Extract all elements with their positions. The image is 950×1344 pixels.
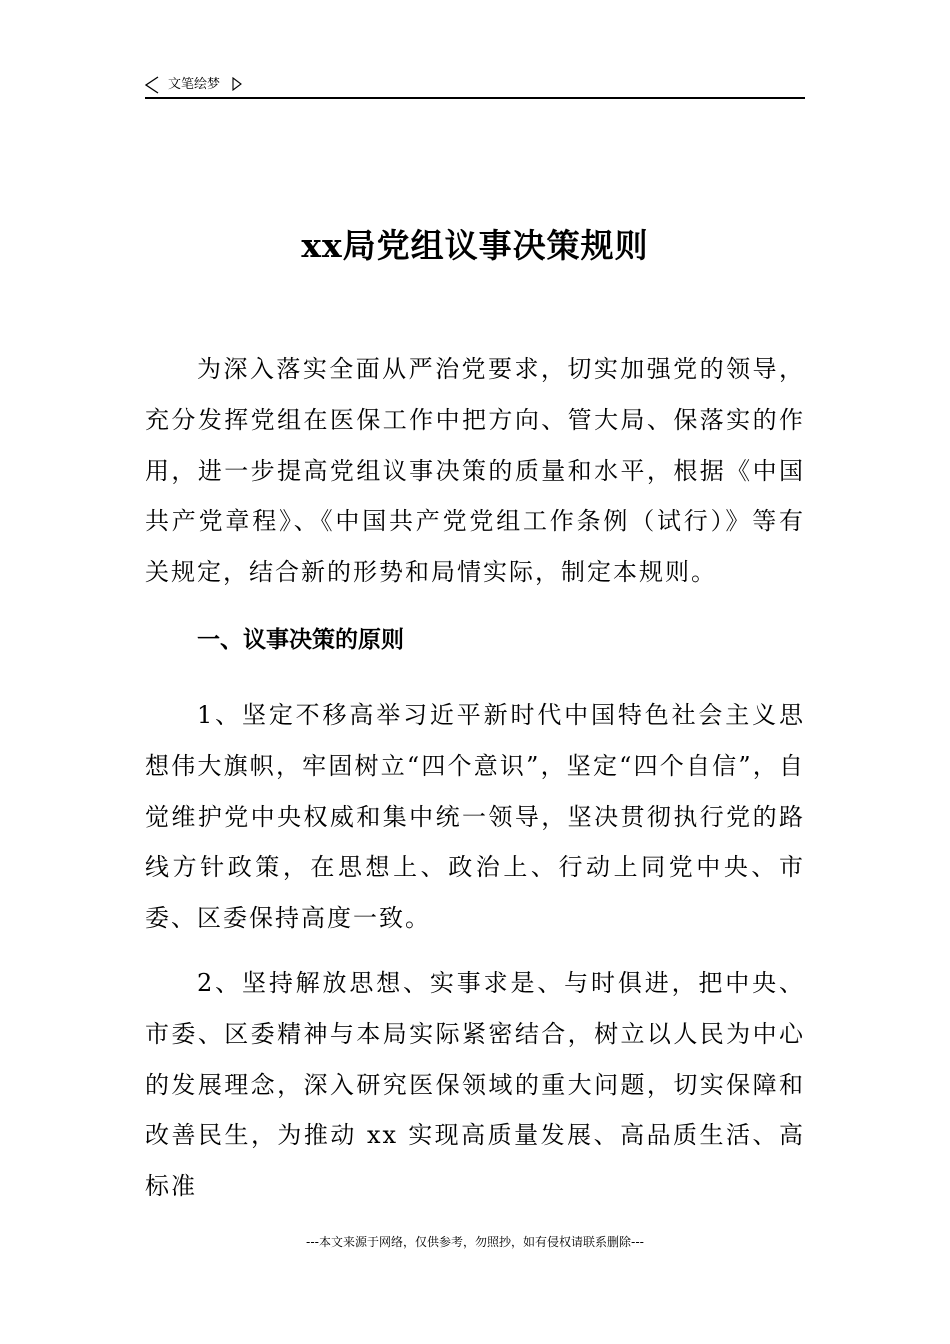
principle-item-1: 1、坚定不移高举习近平新时代中国特色社会主义思想伟大旗帜，牢固树立“四个意识”，坚定“四个自信”，自觉维护党中央权威和集中统一领导，坚决贯彻执行党的路线方针政策，在思想上、政治上、行动上同党中央、市委、区委保持高度一致。 [145,701,805,933]
principle-item-2: 2、坚持解放思想、实事求是、与时俱进，把中央、市委、区委精神与本局实际紧密结合，树立以人民为中心的发展理念，深入研究医保领域的重大问题，切实保障和改善民生，为推动 xx 实现高质量发展、高品质生活、高标准 [145,969,805,1201]
left-triangle-outline-icon [145,76,159,94]
page-footer: ---本文来源于网络，仅供参考，勿照抄，如有侵权请联系删除--- [306,1235,644,1249]
section-heading: 一、议事决策的原则 [197,627,404,653]
document-title: xx局党组议事决策规则 [301,226,649,266]
header-text: 文笔绘梦 [168,77,221,92]
page-header [145,74,805,98]
intro-paragraph: 为深入落实全面从严治党要求，切实加强党的领导，充分发挥党组在医保工作中把方向、管大局、保落实的作用，进一步提高党组议事决策的质量和水平，根据《中国共产党章程》、《中国共产党党组工作条例（试行）》等有关规定，结合新的形势和局情实际，制定本规则。 [145,355,805,587]
right-triangle-outline-icon [232,77,242,91]
header-divider [145,97,805,99]
